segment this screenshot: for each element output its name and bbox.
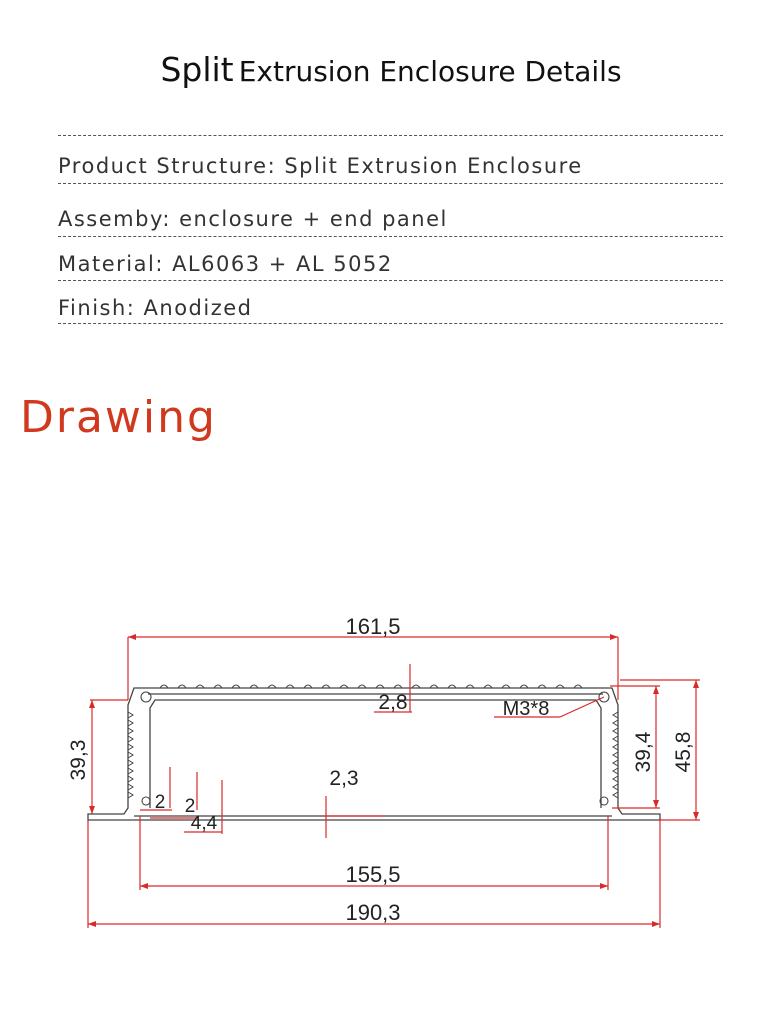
title-rest: Extrusion Enclosure Details [238,55,622,88]
spec-material: Material: AL6063 + AL 5052 [58,252,393,276]
tooth-left [128,736,133,742]
dim-inner-height: 39,4 [632,731,655,773]
tooth-right [613,736,618,742]
side-teeth [128,712,618,798]
tooth-right [613,744,618,750]
spec-finish: Finish: Anodized [58,296,253,320]
dim-left-height: 39,3 [67,739,90,781]
dim-slot-c: 4,4 [190,813,218,834]
tooth-right [613,768,618,774]
spec-product-structure: Product Structure: Split Extrusion Enclosure [58,154,583,178]
enclosure-profile [88,688,660,820]
tooth-right [613,776,618,782]
dim-inner-bottom-width: 155,5 [345,862,401,887]
tooth-left [128,712,133,718]
spec-assembly: Assemby: enclosure + end panel [58,207,448,231]
tooth-right [613,712,618,718]
tooth-left [128,744,133,750]
dim-total-width: 190,3 [345,900,401,925]
tooth-left [128,720,133,726]
tooth-right [613,760,618,766]
tooth-left [128,768,133,774]
tooth-right [613,792,618,798]
tooth-left [128,792,133,798]
dim-inner-top-width: 161,5 [345,614,401,639]
section-title-drawing: Drawing [20,392,217,443]
tooth-right [613,752,618,758]
tooth-left [128,752,133,758]
dim-total-height: 45,8 [672,731,695,773]
title-word-split: Split [160,50,234,89]
dim-slot-b: 2 [184,796,196,817]
dim-wall-top: 2,8 [378,691,408,714]
tooth-right [613,720,618,726]
tooth-right [613,728,618,734]
tooth-left [128,728,133,734]
dim-slot-a: 2 [154,792,166,813]
tooth-left [128,760,133,766]
dim-thread: M3*8 [502,698,550,720]
tooth-left [128,784,133,790]
tooth-left [128,776,133,782]
dim-wall-base: 2,3 [329,767,359,790]
tooth-right [613,784,618,790]
